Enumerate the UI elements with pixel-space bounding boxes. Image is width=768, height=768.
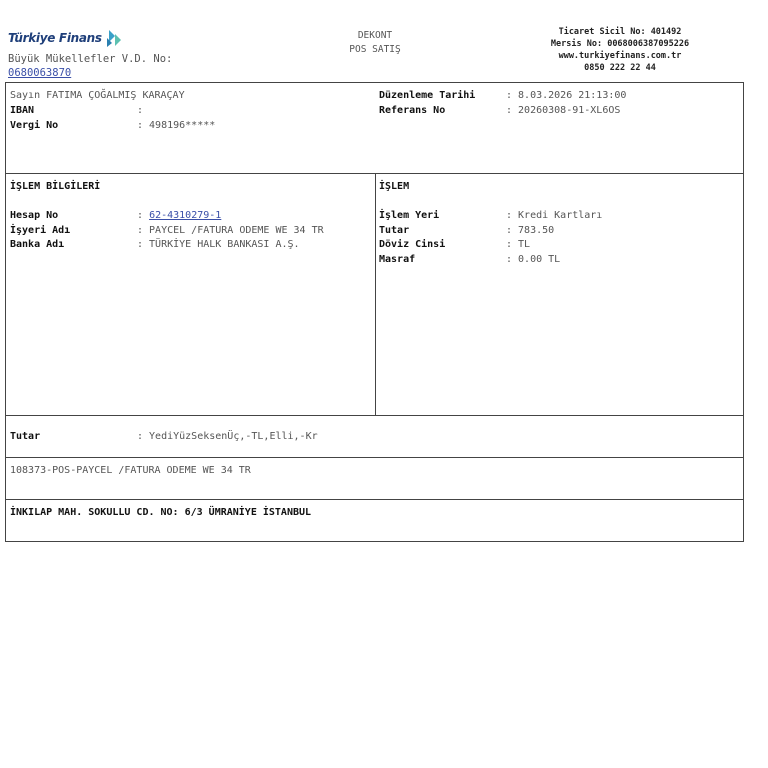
tax-office-label: Büyük Mükellefler V.D. No: [8,53,173,65]
tarih-value: : 8.03.2026 21:13:00 [506,90,627,101]
sicil-no: Ticaret Sicil No: 401492 [558,27,682,37]
islem-yeri-label: İşlem Yeri [379,210,440,221]
tutar-yazi-box [5,415,744,458]
document-title [320,29,430,57]
tax-office-info [8,52,172,80]
banka-label: Banka Adı [10,239,65,250]
islem-yeri-value: : Kredi Kartları [506,210,603,221]
vergi-label: Vergi No [10,120,59,131]
tarih-label: Düzenleme Tarihi [379,90,476,101]
isyeri-value: : PAYCEL /FATURA ODEME WE 34 TR [137,225,324,236]
tutar-label: Tutar [379,225,410,236]
hesap-value [137,210,221,221]
bank-logo [8,28,123,48]
phone: 0850 222 22 44 [584,63,656,73]
tax-office-number-link[interactable]: 0680063870 [8,67,72,79]
islem-bilgileri-box [5,173,376,416]
tutar-yazi-value: : YediYüzSeksenÜç,-TL,Elli,-Kr [137,431,318,442]
corporate-info [520,26,720,74]
doviz-label: Döviz Cinsi [379,239,446,250]
islem-bilgileri-heading: İŞLEM BİLGİLERİ [10,181,101,192]
adres-box [5,499,744,542]
referans-value: : 20260308-91-XL6OS [506,105,621,116]
tutar-value: : 783.50 [506,225,555,236]
title-pos-satis: POS SATIŞ [349,44,401,55]
aciklama-text: 108373-POS-PAYCEL /FATURA ODEME WE 34 TR [10,465,251,476]
aciklama-box [5,457,744,500]
hesap-label: Hesap No [10,210,59,221]
title-dekont: DEKONT [357,30,393,41]
iban-label: IBAN [10,105,35,116]
tutar-yazi-label: Tutar [10,431,41,442]
mersis-no: Mersis No: 0068006387095226 [550,39,690,49]
masraf-value: : 0.00 TL [506,254,561,265]
vergi-value: : 498196***** [137,120,216,131]
adres-text: İNKILAP MAH. SOKULLU CD. NO: 6/3 ÜMRANİYE İSTANBUL [10,507,312,518]
customer-box [5,82,744,174]
logo-text: Türkiye Finans [8,31,102,45]
website: www.turkiyefinans.com.tr [558,51,682,61]
hesap-no-link[interactable]: 62-4310279-1 [149,210,222,221]
hesap-colon: : [137,210,144,221]
iban-value: : [137,105,144,116]
banka-value: : TÜRKİYE HALK BANKASI A.Ş. [137,239,300,250]
masraf-label: Masraf [379,254,416,265]
doviz-value: : TL [506,239,531,250]
islem-box [375,173,744,416]
isyeri-label: İşyeri Adı [10,225,71,236]
customer-name: Sayın FATIMA ÇOĞALMIŞ KARAÇAY [10,90,185,101]
logo-mark-icon [105,28,123,48]
islem-heading: İŞLEM [379,181,410,192]
referans-label: Referans No [379,105,446,116]
